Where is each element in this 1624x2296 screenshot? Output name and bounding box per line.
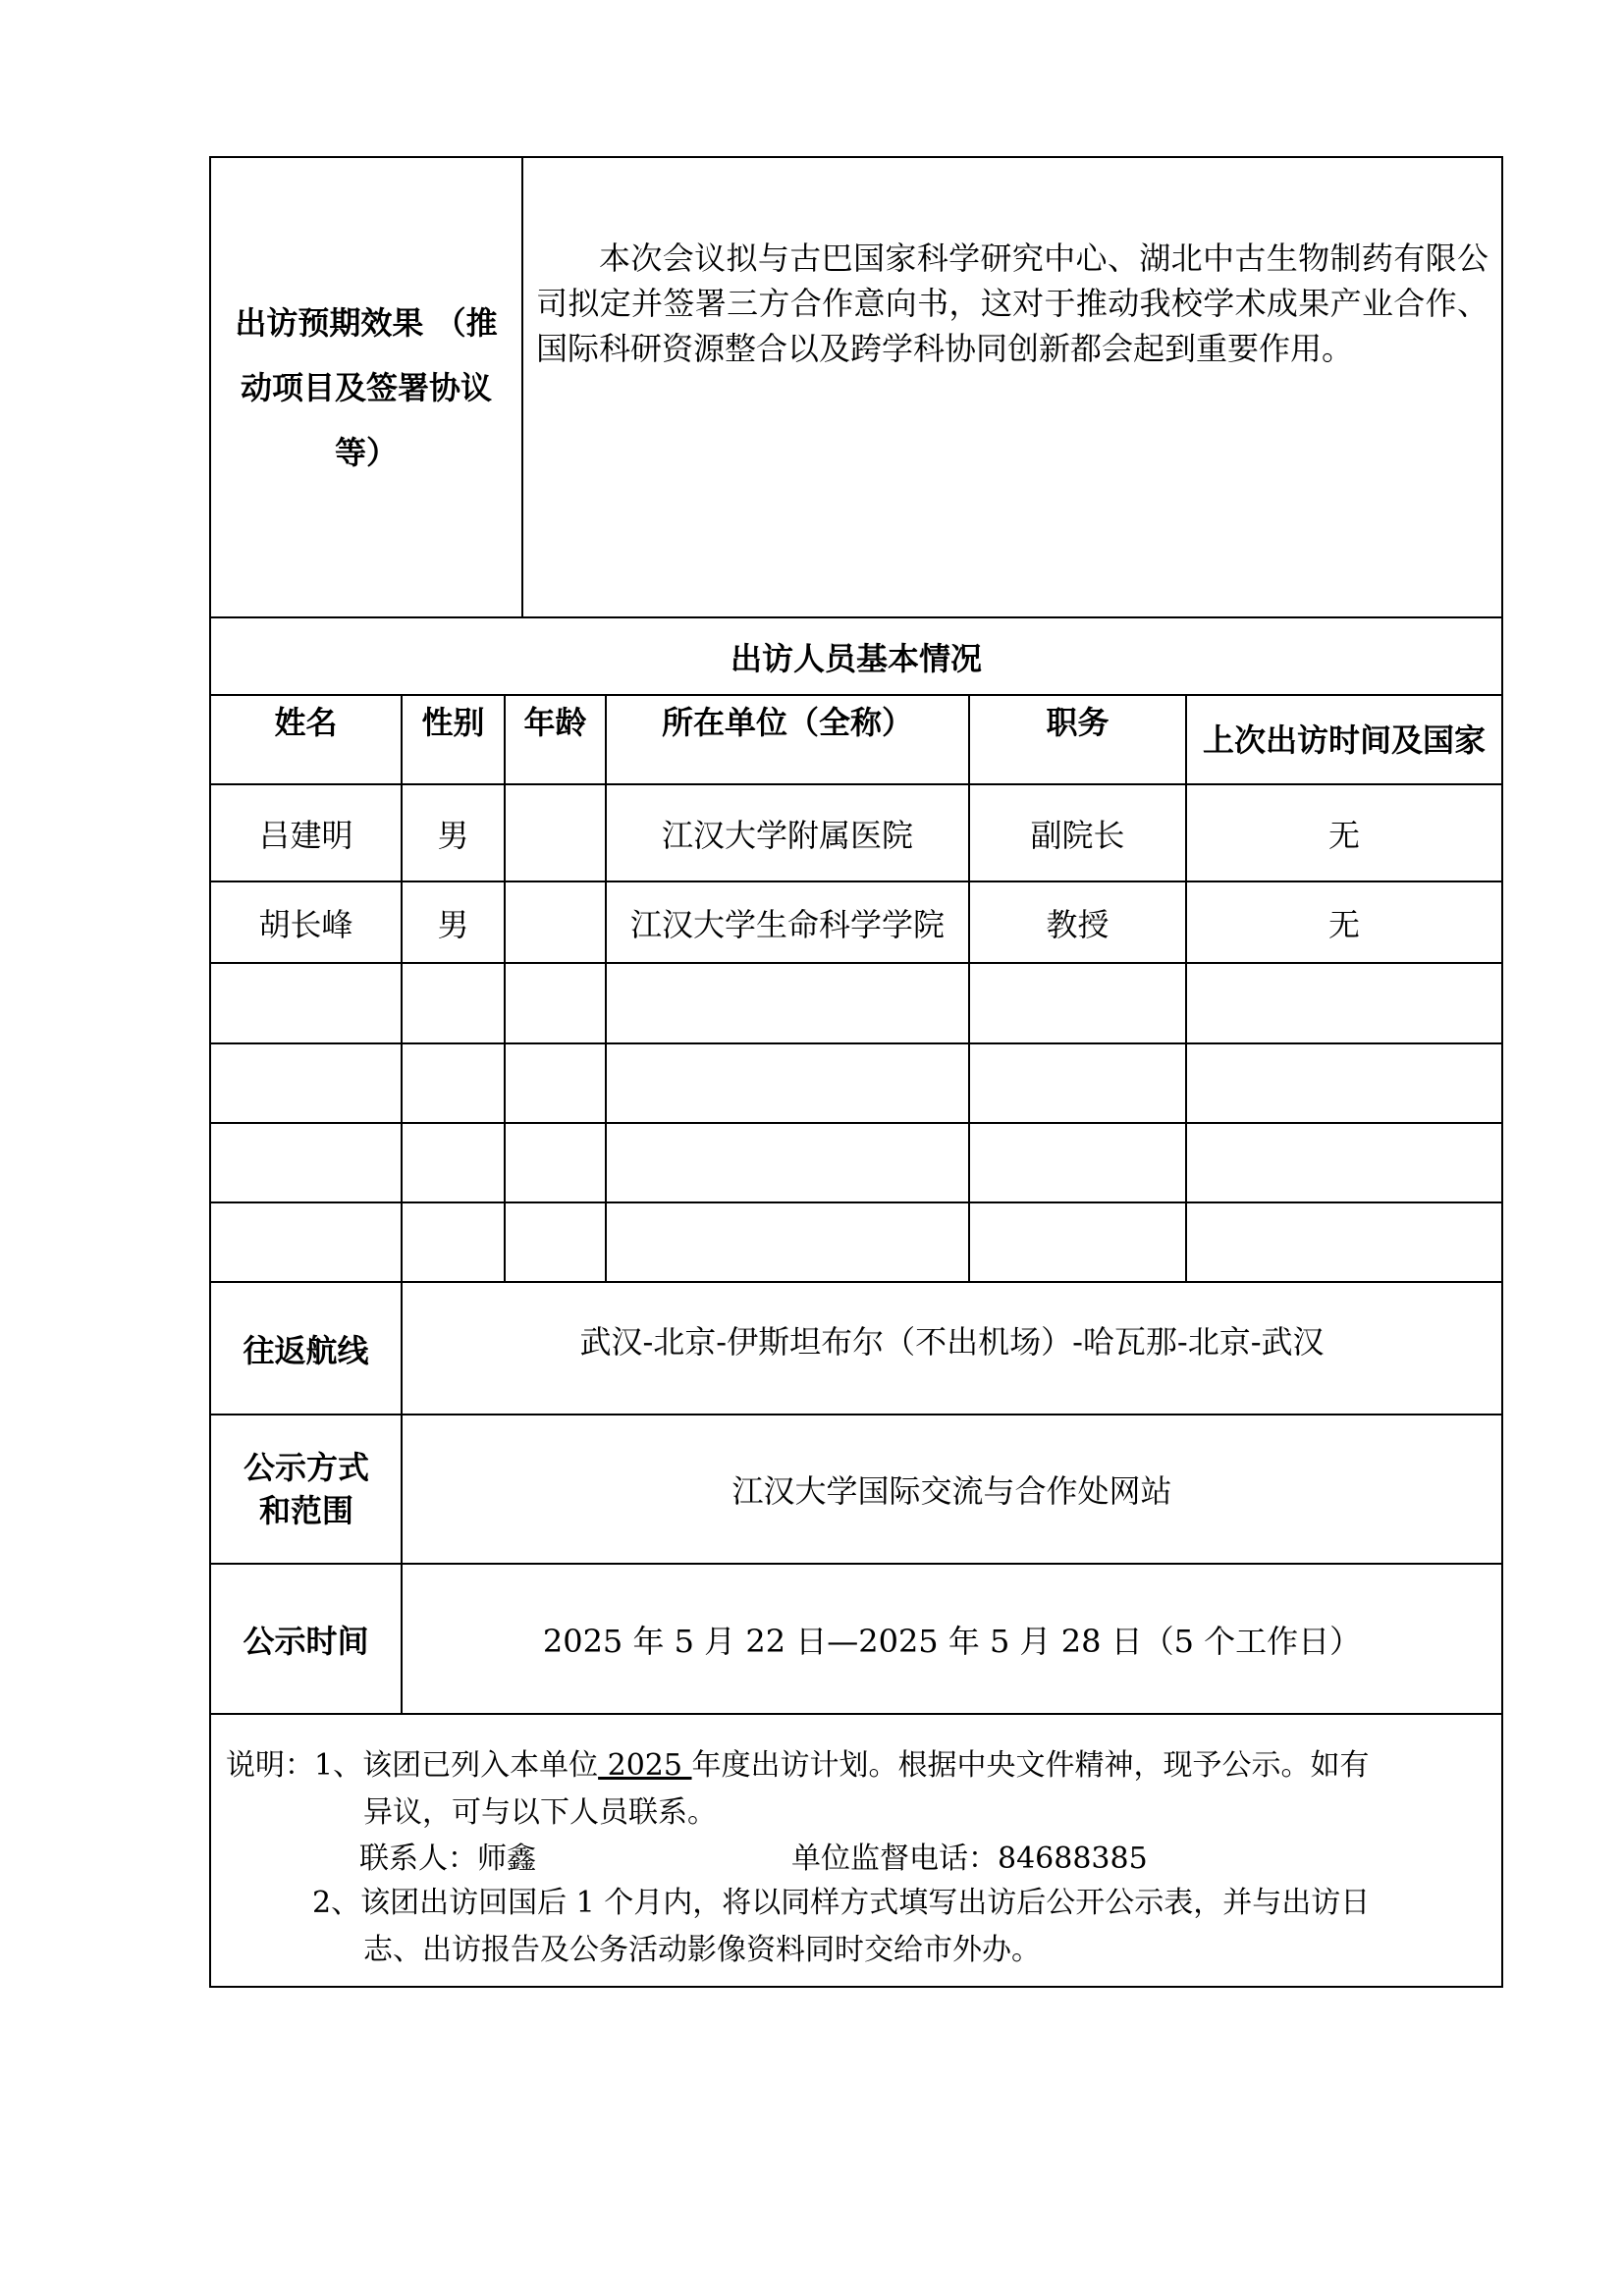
contact-person <box>359 1838 536 1881</box>
note-2-continuation: 志、出访报告及公务活动影像资料同时交给市外办。 <box>363 1933 1041 1967</box>
cell-last-visit: 无 <box>1327 816 1360 854</box>
effect-text: 本次会议拟与古巴国家科学研究中心、湖北中古生物制药有限公司拟定并签署三方合作意向书，这对于推动我校学术成果产业合作、国际科研资源整合以及跨学科协同创新都会起到重要作用。 <box>536 240 1489 367</box>
header-age: 年龄 <box>523 704 587 741</box>
cell-name <box>211 1124 401 1201</box>
table-border <box>209 1713 1503 1715</box>
header-unit: 所在单位（全称） <box>661 704 913 741</box>
cell-unit <box>607 1044 968 1122</box>
cell-position: 副院长 <box>1030 816 1125 854</box>
phone-label: 单位监督电话： <box>791 1842 998 1876</box>
note-1 <box>226 1744 1370 1788</box>
note-1-year: 2025 <box>598 1748 692 1783</box>
cell-name <box>211 1044 401 1122</box>
publicity-method-label: 公示方式和范围 <box>243 1449 369 1529</box>
table-border <box>521 156 523 618</box>
table-border-bottom <box>209 1986 1503 1988</box>
personnel-section-title: 出访人员基本情况 <box>730 639 982 677</box>
cell-unit <box>607 964 968 1042</box>
note-1-suffix: 年度出访计划。根据中央文件精神，现予公示。如有 <box>691 1748 1370 1783</box>
cell-age <box>506 882 605 962</box>
contact-name: 师鑫 <box>477 1842 536 1876</box>
cell-unit <box>607 1203 968 1281</box>
publicity-method-value: 江汉大学国际交流与合作处网站 <box>731 1472 1172 1510</box>
cell-name: 胡长峰 <box>258 905 353 943</box>
cell-age <box>506 785 605 881</box>
cell-name: 吕建明 <box>258 816 353 854</box>
header-gender: 性别 <box>421 704 485 741</box>
route-value: 武汉-北京-伊斯坦布尔（不出机场）-哈瓦那-北京-武汉 <box>579 1323 1325 1361</box>
supervision-phone <box>791 1838 1148 1881</box>
cell-position: 教授 <box>1046 905 1110 943</box>
cell-gender: 男 <box>437 905 469 943</box>
publicity-time-value: 2025 年 5 月 22 日—2025 年 5 月 28 日（5 个工作日） <box>542 1622 1362 1660</box>
cell-unit: 江汉大学生命科学学院 <box>629 905 945 943</box>
publicity-time-label: 公示时间 <box>243 1622 369 1660</box>
header-position: 职务 <box>1046 704 1110 741</box>
table-border <box>1185 694 1187 1283</box>
table-border <box>401 694 403 1283</box>
table-border <box>968 694 970 1283</box>
contact-label: 联系人： <box>359 1842 477 1876</box>
note-2: 2、该团出访回国后 1 个月内，将以同样方式填写出访后公开公示表，并与出访日 <box>312 1886 1371 1920</box>
cell-name <box>211 964 401 1042</box>
phone-number: 84688385 <box>998 1842 1148 1876</box>
header-name: 姓名 <box>274 704 338 741</box>
cell-name <box>211 1203 401 1281</box>
note-1-continuation: 异议，可与以下人员联系。 <box>363 1795 717 1830</box>
cell-unit: 江汉大学附属医院 <box>661 816 913 854</box>
effect-label: 出访预期效果 （推动项目及签署协议等） <box>235 303 498 471</box>
cell-gender: 男 <box>437 816 469 854</box>
note-1-prefix: 说明：1、该团已列入本单位 <box>226 1748 599 1783</box>
table-border <box>504 694 506 1283</box>
cell-unit <box>607 1124 968 1201</box>
route-label: 往返航线 <box>243 1331 369 1369</box>
table-border-right <box>1501 156 1503 1988</box>
cell-last-visit: 无 <box>1327 905 1360 943</box>
header-last-visit: 上次出访时间及国家 <box>1202 721 1486 759</box>
